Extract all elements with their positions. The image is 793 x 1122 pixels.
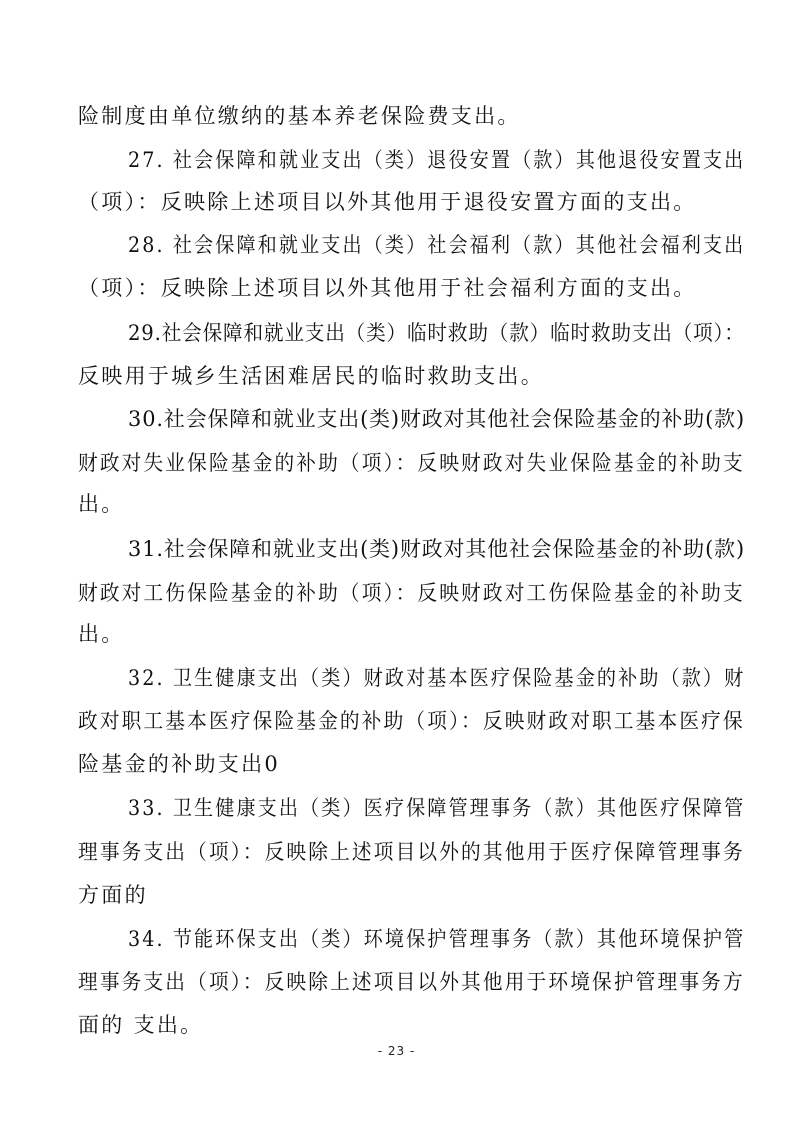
text-line: 险制度由单位缴纳的基本养老保险费支出。 <box>78 104 521 128</box>
text-line: 险基金的补助支出0 <box>78 752 281 776</box>
item-29-line: 29.社会保障和就业支出（类）临时救助（款）临时救助支出（项）： <box>128 321 745 345</box>
text-line: 出。 <box>78 492 125 516</box>
item-27-line: 27. 社会保障和就业支出（类）退役安置（款）其他退役安置支出 <box>128 148 746 172</box>
text-line: 政对职工基本医疗保险基金的补助（项）：反映财政对职工基本医疗保 <box>78 709 745 733</box>
text-line: （项）：反映除上述项目以外其他用于社会福利方面的支出。 <box>78 276 697 300</box>
text-line: 面的 支出。 <box>78 1013 204 1037</box>
text-line: 反映用于城乡生活困难居民的临时救助支出。 <box>78 364 544 388</box>
item-28-line: 28. 社会保障和就业支出（类）社会福利（款）其他社会福利支出 <box>128 233 746 257</box>
text-line: 理事务支出（项）：反映除上述项目以外其他用于环境保护管理事务方 <box>78 970 745 994</box>
text-line: 方面的 <box>78 883 148 907</box>
page-number: - 23 - <box>377 1044 416 1058</box>
item-33-line: 33. 卫生健康支出（类）医疗保障管理事务（款）其他医疗保障管 <box>128 796 746 820</box>
text-line: （项）：反映除上述项目以外其他用于退役安置方面的支出。 <box>78 190 697 214</box>
item-32-line: 32. 卫生健康支出（类）财政对基本医疗保险基金的补助（款）财 <box>128 666 746 690</box>
text-line: 财政对工伤保险基金的补助（项）：反映财政对工伤保险基金的补助支 <box>78 581 745 605</box>
text-line: 出。 <box>78 622 125 646</box>
item-34-line: 34. 节能环保支出（类）环境保护管理事务（款）其他环境保护管 <box>128 927 746 951</box>
text-line: 理事务支出（项）：反映除上述项目以外的其他用于医疗保障管理事务 <box>78 840 745 864</box>
item-31-line: 31.社会保障和就业支出(类)财政对其他社会保险基金的补助(款) <box>128 537 745 561</box>
text-line: 财政对失业保险基金的补助（项）：反映财政对失业保险基金的补助支 <box>78 451 745 475</box>
item-30-line: 30.社会保障和就业支出(类)财政对其他社会保险基金的补助(款) <box>128 407 745 431</box>
